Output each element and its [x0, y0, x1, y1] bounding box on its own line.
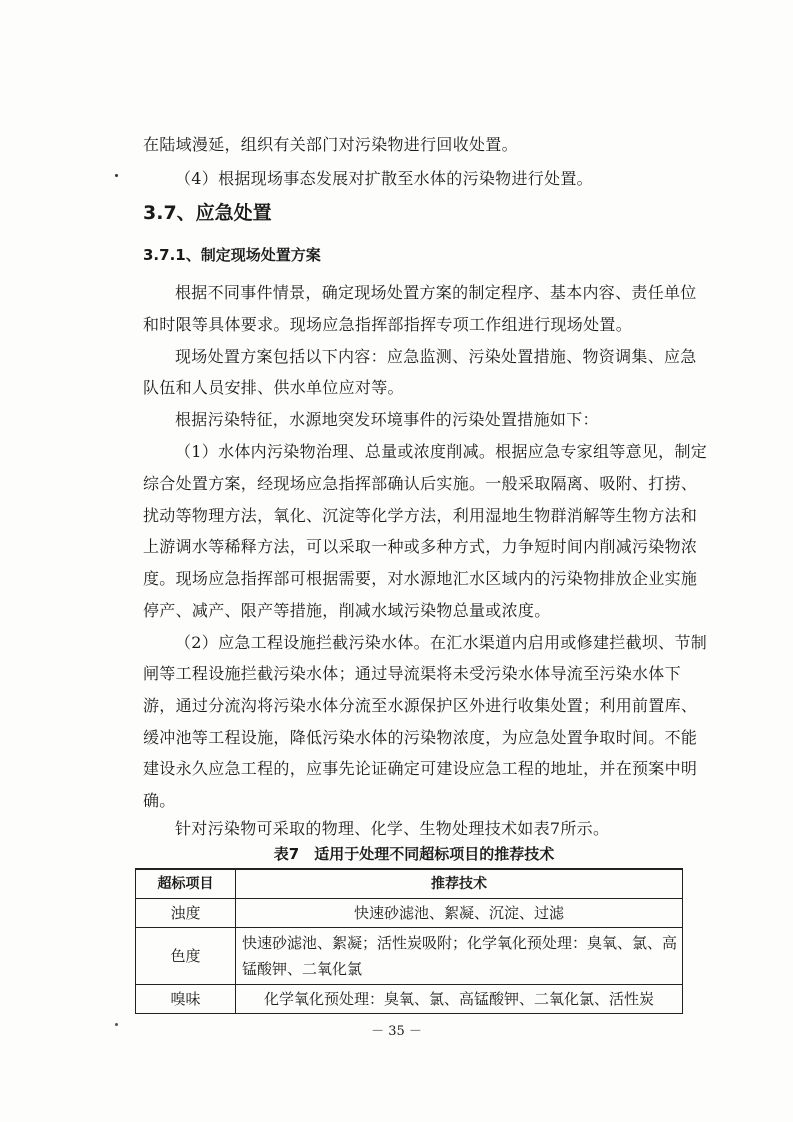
scan-speck [115, 174, 118, 177]
body-line: 队伍和人员安排、供水单位应对等。 [143, 378, 404, 397]
body-line: （1）水体内污染物治理、总量或浓度削减。根据应急专家组等意见，制定 [175, 442, 708, 461]
body-line: 根据不同事件情景，确定现场处置方案的制定程序、基本内容、责任单位 [175, 283, 697, 302]
cell-tech: 化学氧化预处理：臭氧、氯、高锰酸钾、二氧化氯、活性炭 [236, 985, 683, 1014]
body-line: 停产、减产、限产等措施，削减水域污染物总量或浓度。 [143, 601, 551, 620]
body-line: （2）应急工程设施拦截污染水体。在汇水渠道内启用或修建拦截坝、节制 [175, 633, 708, 652]
body-line: 现场处置方案包括以下内容：应急监测、污染处置措施、物资调集、应急 [175, 347, 697, 366]
body-line: （4）根据现场事态发展对扩散至水体的污染物进行处置。 [175, 169, 593, 188]
body-line: 根据污染特征，水源地突发环境事件的污染处置措施如下： [175, 410, 599, 429]
table-row [136, 928, 683, 985]
cell-item: 色度 [136, 928, 236, 985]
section-heading: 3.7、应急处置 [143, 202, 272, 224]
subsection-heading: 3.7.1、制定现场处置方案 [143, 246, 321, 264]
body-line: 上游调水等稀释方法，可以采取一种或多种方式，力争短时间内削减污染物浓 [143, 537, 698, 556]
body-line: 确。 [143, 791, 176, 810]
body-line: 针对污染物可采取的物理、化学、生物处理技术如表7所示。 [175, 819, 610, 838]
body-line: 综合处置方案，经现场应急指挥部确认后实施。一般采取隔离、吸附、打捞、 [143, 474, 698, 493]
recommended-tech-table [135, 868, 683, 1014]
cell-tech-line: 锰酸钾、二氧化氯 [242, 960, 363, 978]
body-line: 闸等工程设施拦截污染水体；通过导流渠将未受污染水体导流至污染水体下 [143, 664, 681, 683]
cell-item: 嗅味 [136, 985, 236, 1014]
body-line: 缓冲池等工程设施，降低污染水体的污染物浓度，为应急处置争取时间。不能 [143, 728, 698, 747]
body-line: 在陆域漫延，组织有关部门对污染物进行回收处置。 [143, 135, 518, 154]
cell-item: 浊度 [136, 899, 236, 928]
cell-tech-line: 快速砂滤池、絮凝；活性炭吸附；化学氧化预处理：臭氧、氯、高 [242, 934, 678, 952]
cell-tech: 快速砂滤池、絮凝、沉淀、过滤 [236, 899, 683, 928]
table-header-row [136, 869, 683, 899]
table-caption: 表7 适用于处理不同超标项目的推荐技术 [273, 845, 555, 863]
table-row [136, 985, 683, 1014]
body-line: 游，通过分流沟将污染水体分流至水源保护区外进行收集处置；利用前置库、 [143, 696, 698, 715]
body-line: 建设永久应急工程的，应事先论证确定可建设应急工程的地址，并在预案中明 [143, 759, 698, 778]
body-line: 扰动等物理方法，氧化、沉淀等化学方法，利用湿地生物群消解等生物方法和 [143, 506, 698, 525]
body-line: 度。现场应急指挥部可根据需要，对水源地汇水区域内的污染物排放企业实施 [143, 569, 698, 588]
page-number: － 35 － [371, 1024, 422, 1039]
cell-tech [236, 928, 683, 985]
table-row [136, 899, 683, 928]
body-line: 和时限等具体要求。现场应急指挥部指挥专项工作组进行现场处置。 [143, 315, 633, 334]
header-item: 超标项目 [136, 869, 236, 899]
header-tech: 推荐技术 [236, 869, 683, 899]
